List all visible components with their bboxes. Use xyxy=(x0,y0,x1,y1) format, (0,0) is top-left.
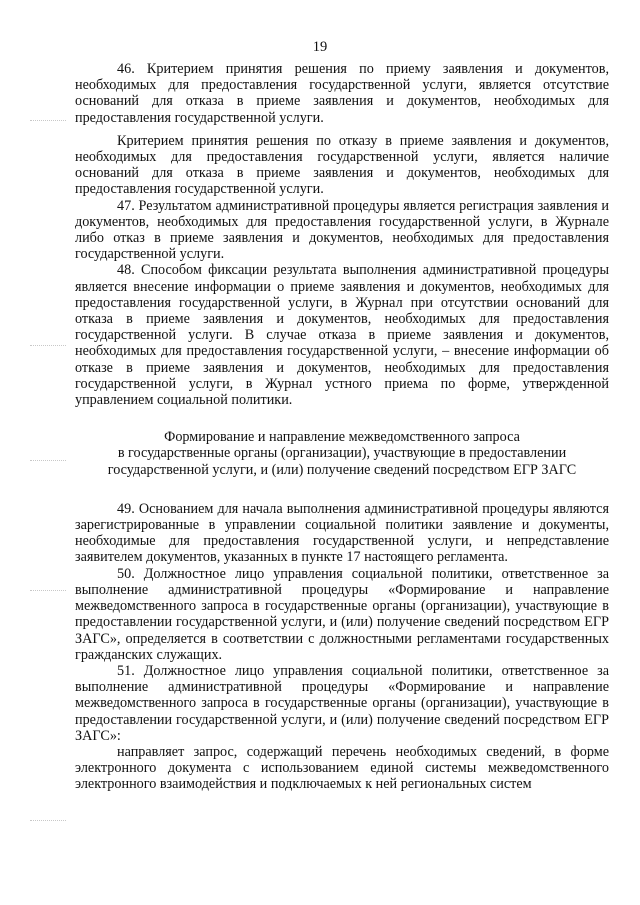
paragraph-46: 46. Критерием принятия решения по приему заявления и документов, необходимых для предоставления государственной услуги, является отсутствие оснований для отказа в приеме заявления и документов, необходимых для предоставления государственной услуги. xyxy=(75,61,609,126)
paragraph-47: 47. Результатом административной процедуры является регистрация заявления и документов, необходимых для предоставления государственной услуги, в Журнале либо отказ в приеме заявления и документов, необходимых для предоставления государственной услуги. xyxy=(75,197,609,263)
paragraph-48: 48. Способом фиксации результата выполнения административной процедуры является внесение информации о приеме заявления и документов, необходимых для предоставления государственной услуги, в Журнал при отсутствии оснований для отказа в приеме заявления и документов, необходимых для предоставления государственной услуги. В случае отказа в приеме заявления и документов, необходимых для предоставления государственной услуги, – внесение информации об отказе в приеме заявления и документов, необходимых для предоставления государственной услуги, в Журнал устного приема по форме, утвержденной управлением социальной политики. xyxy=(75,262,609,409)
scan-artifact xyxy=(30,120,66,122)
scan-artifact xyxy=(30,590,66,592)
scan-artifact xyxy=(30,345,66,347)
section-heading-line: в государственные органы (организации), участвующие в предоставлении xyxy=(117,445,567,462)
section-heading-line: государственной услуги, и (или) получение сведений посредством ЕГР ЗАГС xyxy=(107,461,577,478)
scan-artifact xyxy=(30,460,66,462)
page-number: 19 xyxy=(312,39,328,55)
section-heading xyxy=(75,429,609,478)
document-body xyxy=(75,61,609,793)
paragraph-46-refusal-criterion: Критерием принятия решения по отказу в приеме заявления и документов, необходимых для предоставления государственной услуги, является наличие оснований для отказа в приеме заявления и документов, необходимых для предоставления государственной услуги. xyxy=(75,132,609,198)
section-heading-line: Формирование и направление межведомственного запроса xyxy=(164,429,520,446)
paragraph-51: 51. Должностное лицо управления социальной политики, ответственное за выполнение административной процедуры «Формирование и направление межведомственного запроса в государственные органы (организации), участвующие в предоставлении государственной услуги, и (или) получение сведений посредством ЕГР ЗАГС»: xyxy=(75,662,609,744)
paragraph-51-request: направляет запрос, содержащий перечень необходимых сведений, в форме электронного документа с использованием единой системы межведомственного электронного взаимодействия и подключаемых к ней региональных систем xyxy=(75,743,609,793)
paragraph-49: 49. Основанием для начала выполнения административной процедуры являются зарегистрированные в управлении социальной политики заявление и документы, необходимые для предоставления государственной услуги, и непредставление заявителем документов, указанных в пункте 17 настоящего регламента. xyxy=(75,500,609,566)
paragraph-50: 50. Должностное лицо управления социальной политики, ответственное за выполнение административной процедуры «Формирование и направление межведомственного запроса в государственные органы (организации), участвующие в предоставлении государственной услуги, и (или) получение сведений посредством ЕГР ЗАГС», определяется в соответствии с должностными регламентами государственных гражданских служащих. xyxy=(75,565,609,663)
scan-artifact xyxy=(30,820,66,822)
